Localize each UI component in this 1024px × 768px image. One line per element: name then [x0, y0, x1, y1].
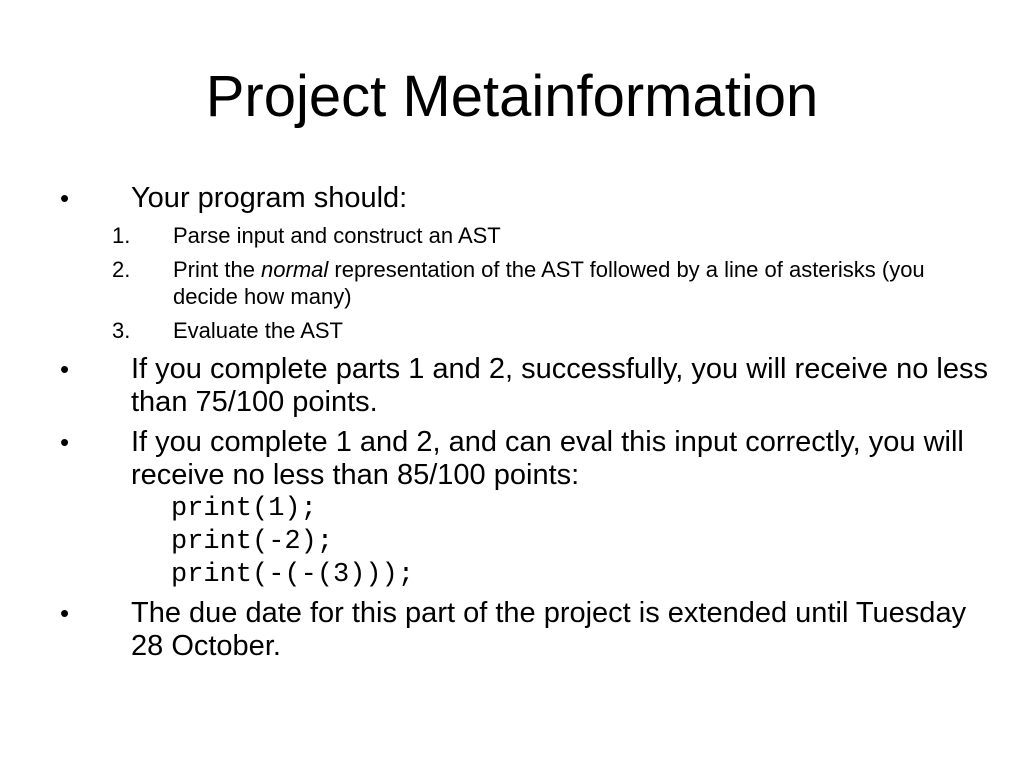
- item-number: 3.: [112, 318, 131, 343]
- item-text-rest: representation of the AST followed by a line of asterisks (you decide how many): [173, 257, 925, 309]
- code-line: print(-(-(3)));: [171, 560, 415, 590]
- bullet-icon: •: [60, 183, 70, 213]
- code-line: print(1);: [171, 494, 317, 524]
- code-line: print(-2);: [171, 527, 334, 557]
- bullet-text: The due date for this part of the project is extended until Tuesday 28 October.: [131, 597, 967, 662]
- bullet-icon: •: [60, 598, 70, 628]
- bullet-text: If you complete parts 1 and 2, successfully, you will receive no less than 75/100 points.: [131, 353, 988, 418]
- item-text-lead: Print the: [173, 257, 262, 282]
- bullet-text: Your program should:: [131, 182, 408, 214]
- slide-title: Project Metainformation: [205, 64, 819, 129]
- item-text: Parse input and construct an AST: [173, 223, 501, 248]
- item-number: 1.: [112, 223, 131, 248]
- item-text: [173, 256, 993, 310]
- bullet-icon: •: [60, 354, 70, 384]
- bullet-text: If you complete 1 and 2, and can eval this input correctly, you will receive no less than 85/100 points:: [131, 426, 964, 491]
- bullet-icon: •: [60, 427, 70, 457]
- emphasis-word: normal: [261, 257, 329, 282]
- item-number: 2.: [112, 257, 131, 282]
- item-text: Evaluate the AST: [173, 318, 343, 343]
